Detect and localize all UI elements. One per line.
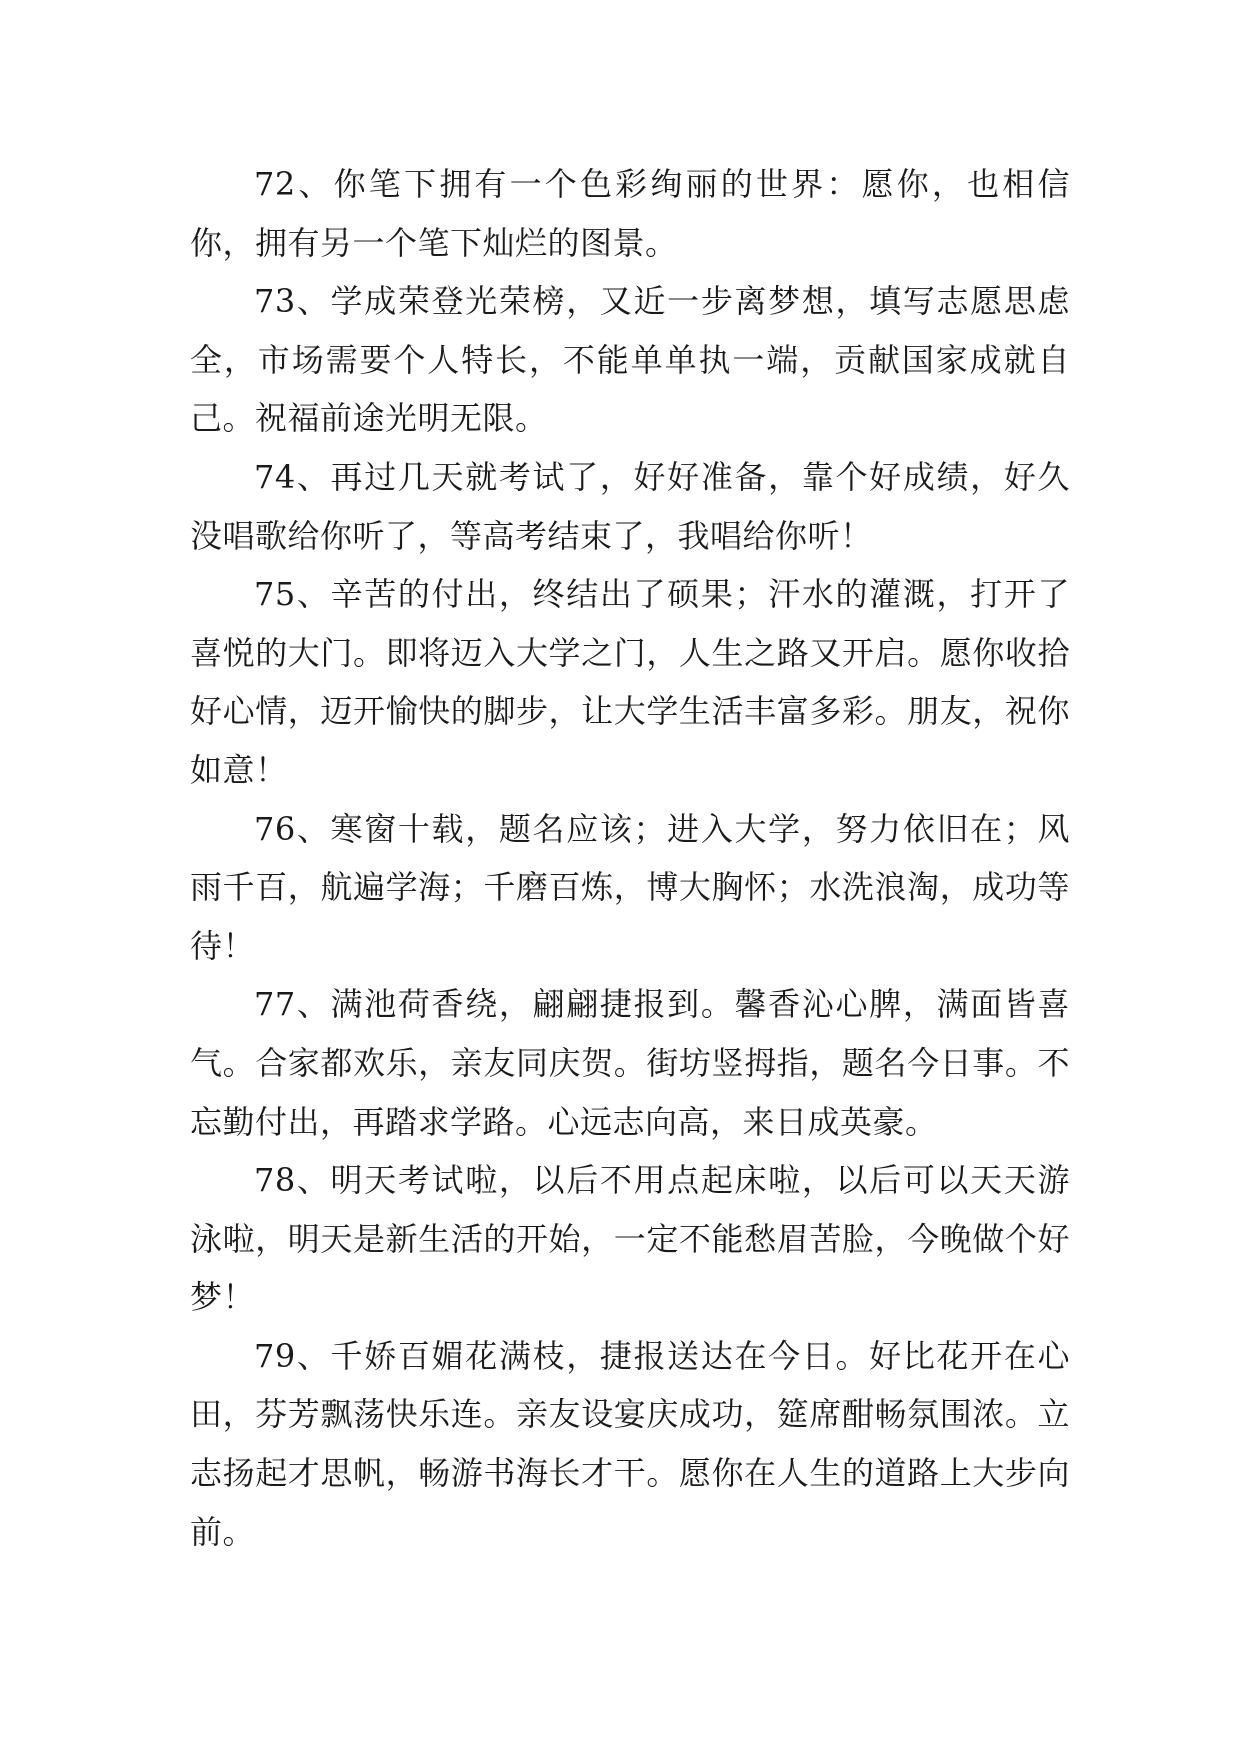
document-body bbox=[190, 155, 1070, 1561]
paragraph-78: 78、明天考试啦，以后不用点起床啦，以后可以天天游泳啦，明天是新生活的开始，一定不能愁眉苦脸，今晚做个好梦！ bbox=[190, 1161, 1070, 1317]
paragraph-77: 77、满池荷香绕，翩翩捷报到。馨香沁心脾，满面皆喜气。合家都欢乐，亲友同庆贺。街坊竖拇指，题名今日事。不忘勤付出，再踏求学路。心远志向高，来日成英豪。 bbox=[190, 985, 1070, 1141]
paragraph-74: 74、再过几天就考试了，好好准备，靠个好成绩，好久没唱歌给你听了，等高考结束了，我唱给你听！ bbox=[190, 457, 1070, 555]
paragraph-79: 79、千娇百媚花满枝，捷报送达在今日。好比花开在心田，芬芳飘荡快乐连。亲友设宴庆成功，筵席酣畅氛围浓。立志扬起才思帆，畅游书海长才干。愿你在人生的道路上大步向前。 bbox=[190, 1336, 1070, 1551]
paragraph-72: 72、你笔下拥有一个色彩绚丽的世界：愿你，也相信你，拥有另一个笔下灿烂的图景。 bbox=[190, 165, 1070, 262]
paragraph-75: 75、辛苦的付出，终结出了硕果；汗水的灌溉，打开了喜悦的大门。即将迈入大学之门，人生之路又开启。愿你收拾好心情，迈开愉快的脚步，让大学生活丰富多彩。朋友，祝你如意！ bbox=[190, 575, 1070, 789]
paragraph-76: 76、寒窗十载，题名应该；进入大学，努力依旧在；风雨千百，航遍学海；千磨百炼，博大胸怀；水洗浪淘，成功等待！ bbox=[190, 809, 1070, 965]
paragraph-73: 73、学成荣登光荣榜，又近一步离梦想，填写志愿思虑全，市场需要个人特长，不能单单执一端，贡献国家成就自己。祝福前途光明无限。 bbox=[190, 282, 1070, 438]
